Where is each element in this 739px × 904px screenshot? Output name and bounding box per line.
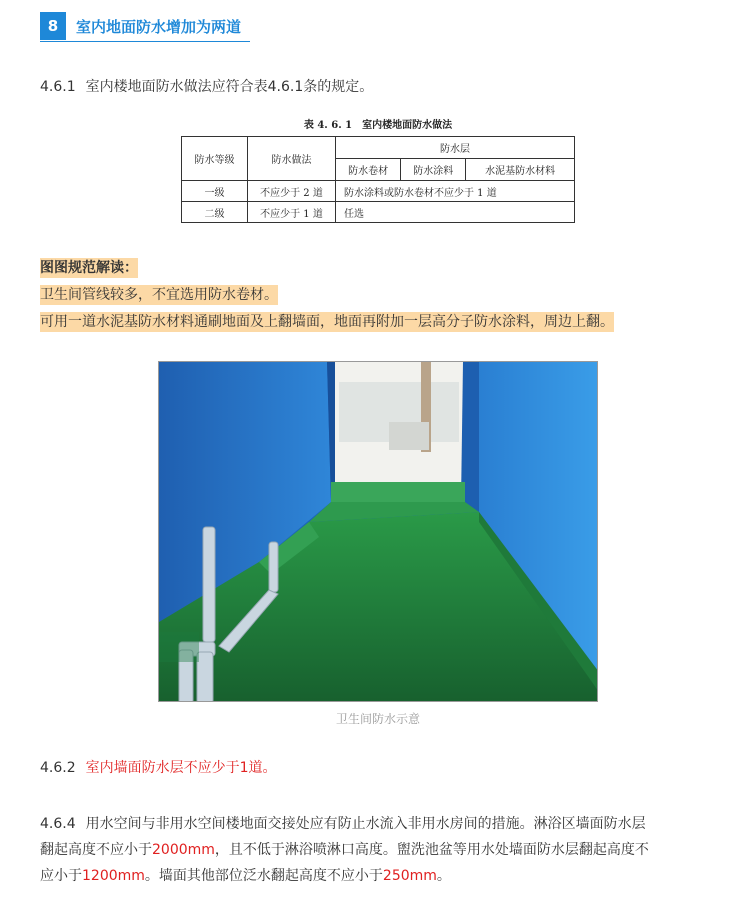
table-row [182, 202, 575, 223]
clause-text: 室内墙面防水层不应少于1道。 [85, 760, 277, 776]
clause-value: 1200mm [82, 868, 145, 884]
table-cell-layer: 防水涂料或防水卷材不应少于 1 道 [336, 181, 575, 202]
interpretation-line: 可用一道水泥基防水材料通刷地面及上翻墙面，地面再附加一层高分子防水涂料，周边上翻。 [40, 314, 614, 330]
section-title: 室内地面防水增加为两道 [76, 18, 242, 36]
clause-value: 250mm [382, 868, 437, 884]
table-cell-level: 二级 [182, 202, 248, 223]
table-subheader: 防水涂料 [401, 159, 466, 181]
clause-text: 室内楼地面防水做法应符合表4.6.1条的规定。 [85, 79, 374, 95]
clause-number: 4.6.2 [40, 760, 76, 776]
clause-4-6-4-line3 [40, 863, 451, 889]
table-cell-layer: 任选 [336, 202, 575, 223]
clause-4-6-2 [40, 755, 277, 781]
interpretation-title: 图图规范解读： [40, 260, 138, 276]
clause-4-6-4-line1 [40, 811, 646, 837]
clause-4-6-1 [40, 74, 373, 100]
table-subheader: 水泥基防水材料 [466, 159, 575, 181]
table-header-layer: 防水层 [336, 137, 575, 159]
bathroom-waterproof-photo [158, 361, 598, 702]
clause-text: 用水空间与非用水空间楼地面交接处应有防止水流入非用水房间的措施。淋浴区墙面防水层 [85, 816, 646, 832]
clause-text: 。 [436, 868, 451, 884]
clause-number: 4.6.4 [40, 816, 76, 832]
clause-number: 4.6.1 [40, 79, 76, 95]
interpretation-line: 卫生间管线较多，不宜选用防水卷材。 [40, 287, 278, 303]
table-header-method: 防水做法 [248, 137, 336, 181]
table-cell-level: 一级 [182, 181, 248, 202]
clause-text: 。墙面其他部位泛水翻起高度不应小于 [144, 868, 383, 884]
clause-text: 应小于 [40, 868, 82, 884]
section-number-badge: 8 [40, 12, 66, 40]
table-row [182, 181, 575, 202]
photo-caption: 卫生间防水示意 [335, 712, 420, 726]
section-header [40, 12, 250, 42]
table-subheader: 防水卷材 [336, 159, 401, 181]
clause-text: ，且不低于淋浴喷淋口高度。盥洗池盆等用水处墙面防水层翻起高度不 [214, 842, 649, 858]
clause-4-6-4-line2 [40, 837, 649, 863]
clause-text: 翻起高度不应小于 [40, 842, 152, 858]
table-header-level: 防水等级 [182, 137, 248, 181]
table-caption: 表 4. 6. 1 室内楼地面防水做法 [303, 120, 453, 131]
clause-value: 2000mm [152, 842, 215, 858]
waterproof-table [181, 136, 575, 223]
table-cell-method: 不应少于 2 道 [248, 181, 336, 202]
table-cell-method: 不应少于 1 道 [248, 202, 336, 223]
